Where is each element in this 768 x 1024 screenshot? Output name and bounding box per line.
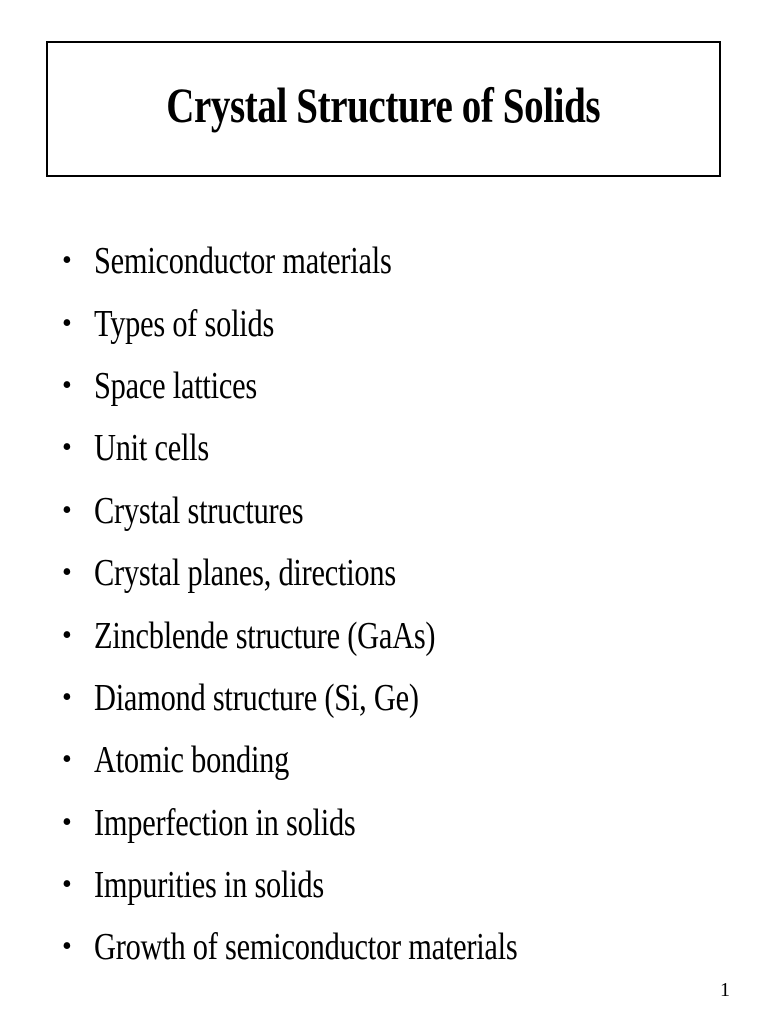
list-item	[62, 230, 722, 292]
list-item-text: Crystal planes, directions	[94, 552, 396, 595]
list-item-text: Imperfection in solids	[94, 801, 356, 844]
list-item	[62, 667, 722, 729]
list-item-text: Space lattices	[94, 364, 257, 407]
bullet-icon: •	[62, 744, 72, 776]
bullet-icon: •	[62, 619, 72, 651]
list-item-text: Diamond structure (Si, Ge)	[94, 676, 419, 719]
list-item	[62, 792, 722, 854]
topic-list	[62, 230, 722, 979]
bullet-icon: •	[62, 369, 72, 401]
title-box	[46, 41, 721, 177]
list-item	[62, 854, 722, 916]
list-item-text: Semiconductor materials	[94, 240, 392, 283]
bullet-icon: •	[62, 931, 72, 963]
list-item-text: Atomic bonding	[94, 739, 290, 782]
page-number: 1	[720, 979, 730, 1001]
bullet-icon: •	[62, 494, 72, 526]
list-item	[62, 480, 722, 542]
list-item	[62, 417, 722, 479]
bullet-icon: •	[62, 307, 72, 339]
list-item	[62, 729, 722, 791]
list-item	[62, 916, 722, 978]
list-item	[62, 292, 722, 354]
slide-title: Crystal Structure of Solids	[166, 77, 601, 133]
list-item	[62, 604, 722, 666]
list-item-text: Unit cells	[94, 427, 209, 470]
bullet-icon: •	[62, 245, 72, 277]
list-item	[62, 355, 722, 417]
list-item-text: Impurities in solids	[94, 864, 324, 907]
bullet-icon: •	[62, 681, 72, 713]
list-item-text: Zincblende structure (GaAs)	[94, 614, 436, 657]
bullet-icon: •	[62, 432, 72, 464]
bullet-icon: •	[62, 869, 72, 901]
bullet-icon: •	[62, 557, 72, 589]
bullet-icon: •	[62, 806, 72, 838]
list-item-text: Growth of semiconductor materials	[94, 926, 518, 969]
list-item-text: Types of solids	[94, 302, 275, 345]
list-item-text: Crystal structures	[94, 489, 304, 532]
list-item	[62, 542, 722, 604]
